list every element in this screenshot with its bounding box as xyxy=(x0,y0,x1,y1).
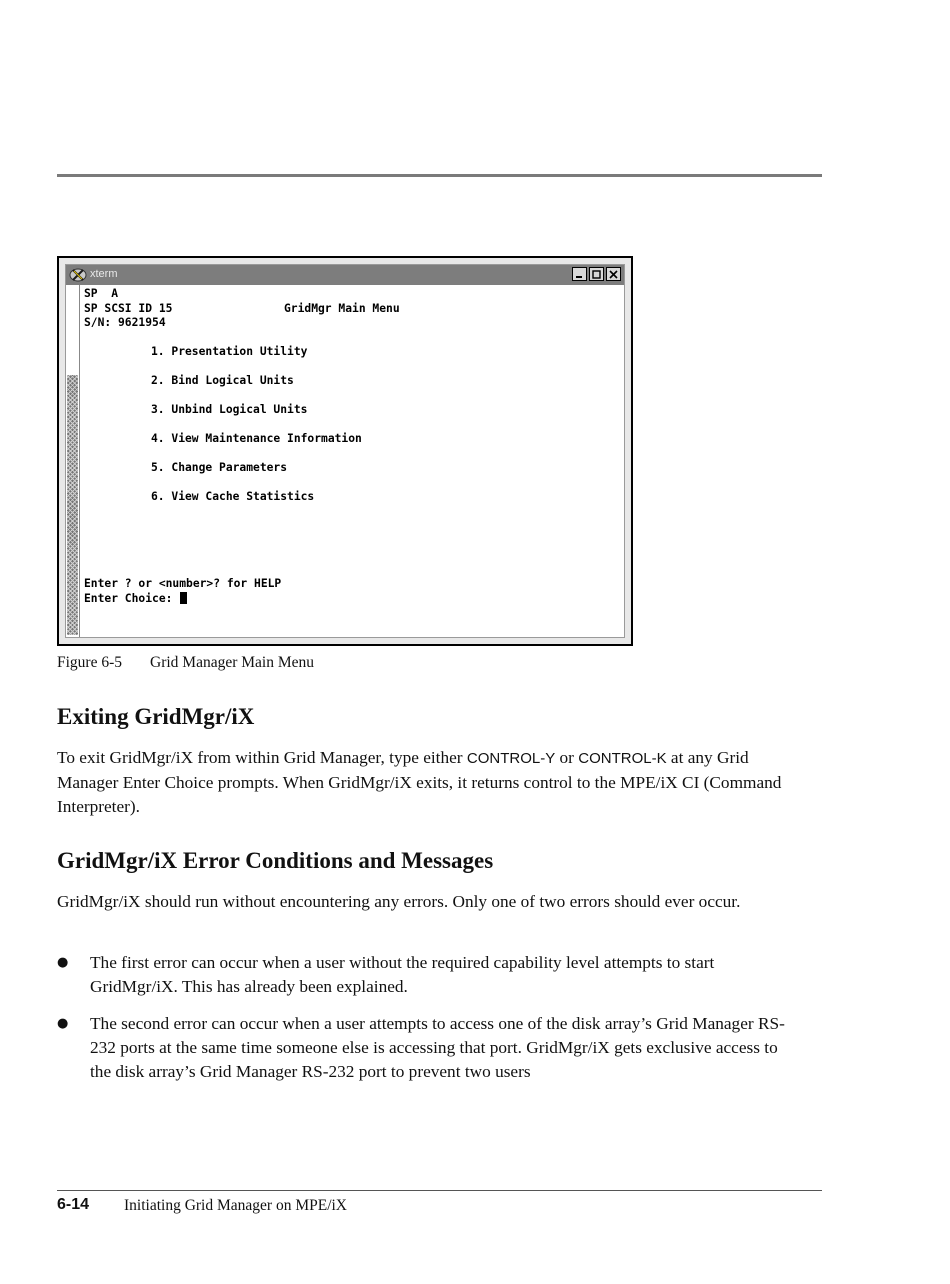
menu-item: 3. Unbind Logical Units xyxy=(151,403,308,416)
exiting-text-part: at any Grid Manager Enter Choice prompts. When GridMgr/iX exits, it returns control to the MPE/iX CI (Command Interpreter). xyxy=(57,748,782,816)
bullet-icon: ● xyxy=(57,1016,69,1031)
bullet-icon: ● xyxy=(57,955,69,970)
terminal-scrollbar[interactable] xyxy=(66,285,80,637)
menu-item: 5. Change Parameters xyxy=(151,461,288,474)
menu-item: 6. View Cache Statistics xyxy=(151,490,315,503)
close-button[interactable] xyxy=(606,267,621,281)
figure-caption xyxy=(57,654,314,672)
help-line: Enter ? or <number>? for HELP xyxy=(84,577,282,590)
section-heading-exiting: Exiting GridMgr/iX xyxy=(57,704,255,729)
xterm-title: xterm xyxy=(90,268,118,280)
key-control-y: CONTROL-Y xyxy=(466,750,556,767)
header-rule xyxy=(57,174,822,177)
menu-item: 2. Bind Logical Units xyxy=(151,374,294,387)
figure-number: Figure 6-5 xyxy=(57,654,123,671)
bullet-text: The first error can occur when a user without the required capability level attempts to start GridMgr/iX. This has already been explained. xyxy=(90,953,715,996)
errors-intro-paragraph: GridMgr/iX should run without encountering any errors. Only one of two errors should ever occur. xyxy=(57,892,741,911)
footer-chapter-title: Initiating Grid Manager on MPE/iX xyxy=(124,1197,347,1214)
xterm-window xyxy=(65,264,625,638)
prompt-text: Enter Choice: xyxy=(84,592,180,605)
scsi-id-line: SP SCSI ID 15 xyxy=(84,301,173,315)
bullet-item xyxy=(57,951,797,999)
page-number: 6-14 xyxy=(57,1196,90,1213)
xterm-screenshot xyxy=(57,256,633,646)
menu-item: 1. Presentation Utility xyxy=(151,345,308,358)
bullet-item xyxy=(57,1012,797,1084)
terminal-content[interactable] xyxy=(84,287,620,633)
maximize-icon xyxy=(592,270,601,279)
minimize-icon xyxy=(575,270,584,279)
section-heading-errors: GridMgr/iX Error Conditions and Messages xyxy=(57,848,494,873)
scrollbar-thumb[interactable] xyxy=(67,375,78,635)
minimize-button[interactable] xyxy=(572,267,587,281)
prompt-line[interactable] xyxy=(84,592,187,607)
xterm-app-icon xyxy=(69,267,87,283)
key-control-k: CONTROL-K xyxy=(578,750,667,767)
sp-line: SP A xyxy=(84,287,119,300)
figure-caption-text: Grid Manager Main Menu xyxy=(150,654,314,671)
menu-item: 4. View Maintenance Information xyxy=(151,432,362,445)
exiting-text-part: or xyxy=(555,748,579,767)
terminal-cursor xyxy=(180,592,187,604)
bullet-text: The second error can occur when a user attempts to access one of the disk array’s Grid Manager RS-232 ports at the same time someone else is accessing that port. GridMgr/iX gets exclusive access to the disk array’s Grid Manager RS-232 port to prevent two users xyxy=(90,1014,785,1081)
maximize-button[interactable] xyxy=(589,267,604,281)
window-controls xyxy=(572,267,621,281)
exiting-text-part: To exit GridMgr/iX from within Grid Manager, type either xyxy=(57,748,467,767)
xterm-titlebar[interactable] xyxy=(66,265,624,285)
footer-rule xyxy=(57,1190,822,1191)
menu-title: GridMgr Main Menu xyxy=(284,301,400,315)
serial-number-line: S/N: 9621954 xyxy=(84,316,166,329)
close-icon xyxy=(609,270,618,279)
exiting-paragraph xyxy=(57,746,792,819)
